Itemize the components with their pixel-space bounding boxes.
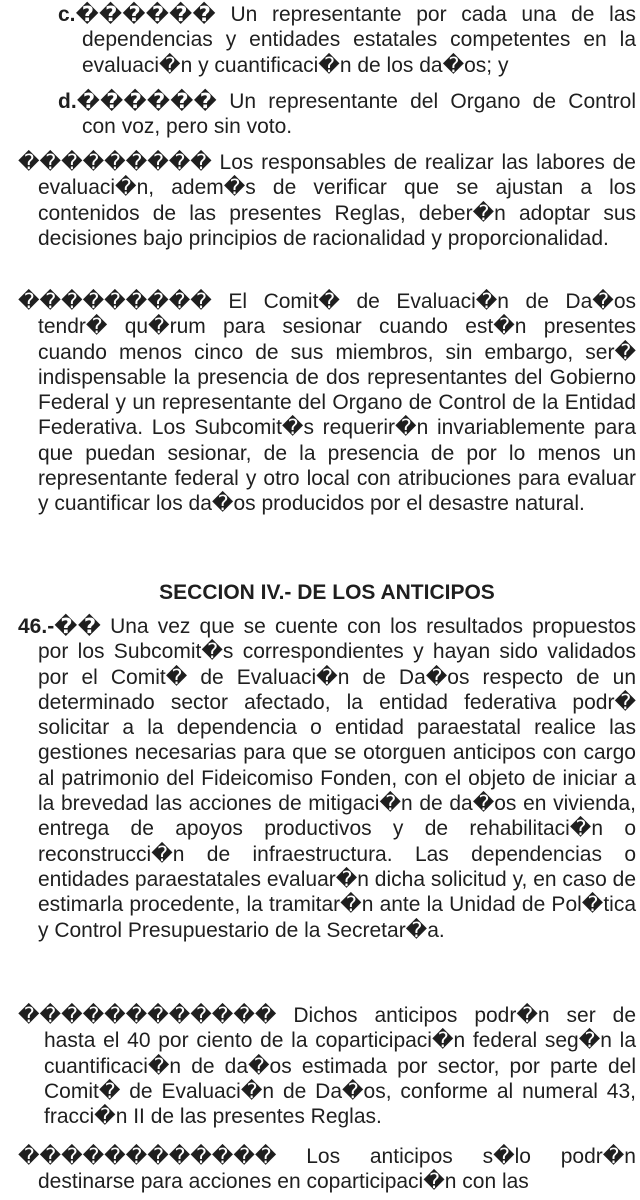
- article-46-text: Una vez que se cuente con los resultados propuestos por los Subcomit�s correspondientes y hayan sido validados por el Comit� de Evaluaci�n de Da�os respecto de un determinado sector afectado, la entidad federativa podr� solicitar a la dependencia o entidad paraestatal realice las gestiones necesarias para que se otorguen anticipos con cargo al patrimonio del Fideicomiso Fonden, con el objeto de iniciar a la brevedad las acciones de mitigaci�n de da�os en vivienda, entrega de apoyos productivos y de rehabilitaci�n o reconstrucci�n de infraestructura. Las dependencias o entidades paraestatales evaluar�n dicha solicitud y, en caso de estimarla procedente, la tramitar�n ante la Unidad de Pol�tica y Control Presupuestario de la Secretar�a.: [38, 615, 636, 942]
- article-46-label: 46.-��: [18, 615, 101, 638]
- clause-c: [0, 2, 640, 78]
- clause-d: [0, 89, 640, 140]
- paragraph-anticipos-monto-text: Dichos anticipos podr�n ser de hasta el 40 por ciento de la coparticipaci�n federal seg�n la cuantificaci�n de da�os estimada por sector, por parte del Comit� de Evaluaci�n de Da�os, conforme al numeral 43, fracci�n II de las presentes Reglas.: [44, 1004, 636, 1129]
- clause-d-label: d.������: [58, 90, 217, 113]
- clause-d-text: Un representante del Organo de Control con voz, pero sin voto.: [82, 90, 636, 139]
- paragraph-anticipos-monto: [0, 1003, 640, 1129]
- clause-c-text: Un representante por cada una de las dependencias y entidades estatales competentes en la evaluaci�n y cuantificaci�n de los da�os; y: [82, 3, 636, 77]
- paragraph-responsables-label: ���������: [18, 151, 212, 174]
- paragraph-quorum: [0, 289, 640, 517]
- paragraph-responsables-text: Los responsables de realizar las labores de evaluaci�n, adem�s de verificar que se ajustan a los contenidos de las presentes Reglas, deber�n adoptar sus decisiones bajo principios de racionalidad y proporcionalidad.: [38, 151, 636, 250]
- paragraph-anticipos-destino-label: ������������: [18, 1145, 277, 1168]
- paragraph-quorum-label: ���������: [18, 290, 212, 313]
- paragraph-responsables: [0, 150, 640, 251]
- section-heading: SECCION IV.- DE LOS ANTICIPOS: [159, 581, 495, 604]
- article-46: [0, 614, 640, 943]
- clause-c-label: c.������: [58, 3, 216, 26]
- paragraph-quorum-text: El Comit� de Evaluaci�n de Da�os tendr� qu�rum para sesionar cuando est�n presentes cuando menos cinco de sus miembros, sin embargo, ser� indispensable la presencia de dos representantes del Gobierno Federal y un representante del Organo de Control de la Entidad Federativa. Los Subcomit�s requerir�n invariablemente para que puedan sesionar, de la presencia de por lo menos un representante federal y otro local con atribuciones para evaluar y cuantificar los da�os producidos por el desastre natural.: [38, 290, 636, 516]
- paragraph-anticipos-destino: [0, 1144, 640, 1195]
- paragraph-anticipos-destino-text: Los anticipos s�lo podr�n destinarse para acciones en coparticipaci�n con las: [38, 1145, 636, 1194]
- paragraph-anticipos-monto-label: ������������: [18, 1004, 277, 1027]
